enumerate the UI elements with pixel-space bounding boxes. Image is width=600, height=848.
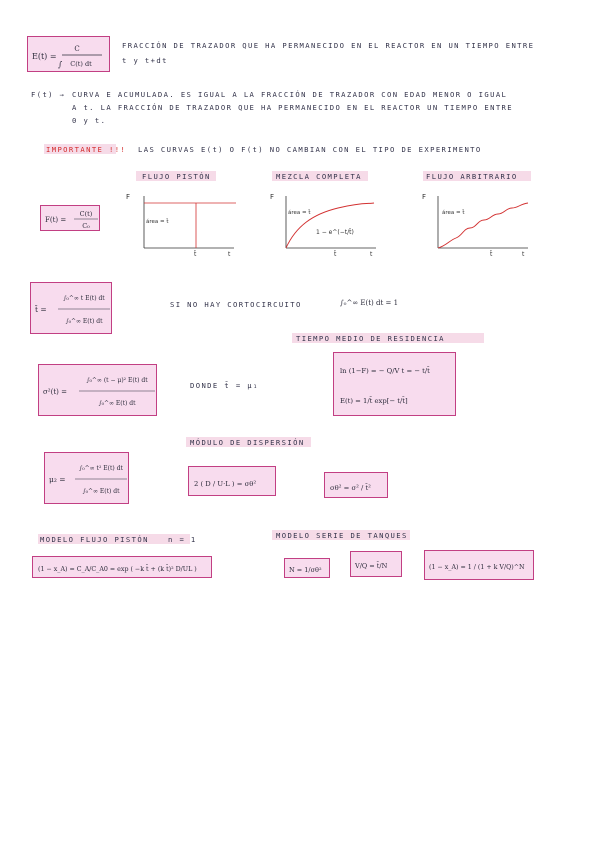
tanks-eq2 [351, 552, 403, 578]
variance-formula-den: ∫₀^∞ E(t) dt [98, 400, 136, 407]
mu2-formula-den: ∫₀^∞ E(t) dt [82, 488, 120, 495]
e-formula [28, 37, 111, 73]
dispersion-eq-a [189, 467, 277, 497]
dispersion-title: MÓDULO DE DISPERSIÓN [190, 438, 305, 447]
f-formula-box [40, 205, 100, 231]
f-definition-line1: CURVA E ACUMULADA. ES IGUAL A LA FRACCIÓN DE TRAZADOR CON EDAD MENOR O IGUAL [72, 90, 508, 99]
f-definition-line3: 0 y t. [72, 116, 107, 125]
cortocircuito-note: SI NO HAY CORTOCIRCUITO [170, 300, 302, 309]
e-formula-lhs: E(t) = [32, 52, 57, 61]
variance-formula-box [38, 364, 157, 416]
variance-formula-lhs: σ²(t) = [43, 388, 67, 396]
graph-arbitrario-area: área = t̄ [442, 210, 465, 216]
dispersion-eq-b-text: σθ² = σ² / t̄² [330, 484, 371, 492]
mu2-formula [45, 453, 130, 505]
dispersion-eq-b-box [324, 472, 388, 498]
variance-formula [39, 365, 158, 417]
svg-text:∫: ∫ [58, 60, 63, 69]
e-formula-num: C [74, 45, 80, 53]
e-formula-box [27, 36, 110, 72]
mu2-formula-box [44, 452, 129, 504]
graph-piston-x-label: t [228, 251, 231, 258]
tanks-eq1-box [284, 558, 330, 578]
piston-eq [33, 557, 213, 579]
tmedio-eq1: ln (1−F) = − Q/V t = − t/t̄ [340, 367, 430, 375]
graph-mezcla [268, 188, 388, 260]
tmedio-eqs [334, 353, 457, 417]
tanks-eq1-text: N = 1/σθ² [289, 566, 322, 574]
f-formula-lhs: F(t) = [45, 216, 67, 224]
tmean-formula-den: ∫₀^∞ E(t) dt [65, 318, 103, 325]
important-text: LAS CURVAS E(t) O F(t) NO CAMBIAN CON EL TIPO DE EXPERIMENTO [138, 145, 482, 154]
graph-arbitrario-y-label: F [422, 193, 427, 201]
e-definition-line1: FRACCIÓN DE TRAZADOR QUE HA PERMANECIDO EN EL REACTOR EN UN TIEMPO ENTRE [122, 41, 535, 50]
tanks-eq3 [425, 551, 535, 581]
graph-arbitrario [420, 188, 540, 260]
title-piston: FLUJO PISTÓN [142, 172, 211, 181]
important-label: IMPORTANTE !!! [46, 145, 127, 154]
tmedio-eq2: E(t) = 1/t̄ exp[− t/t̄] [340, 397, 408, 405]
dispersion-eq-a-box [188, 466, 276, 496]
piston-eq-text: (1 − x_A) = C_A/C_A0 = exp ( −k t̄ + (k t̄)² D/UL ) [38, 566, 197, 573]
tanks-eq1 [285, 559, 331, 579]
title-mezcla: MEZCLA COMPLETA [276, 172, 362, 181]
graph-arbitrario-x-label: t [522, 251, 525, 258]
tmean-formula-num: ∫₀^∞ t E(t) dt [63, 295, 105, 302]
graph-piston-tick: t̄ [194, 251, 197, 258]
graph-mezcla-area: área = t̄ [288, 210, 311, 216]
tmean-formula-box [30, 282, 112, 334]
graph-piston-y-label: F [126, 193, 131, 201]
mu2-formula-lhs: μ₂ = [49, 475, 66, 484]
title-arbitrario: FLUJO ARBITRARIO [426, 172, 518, 181]
tanks-eq3-text: (1 − x_A) = 1 / (1 + k V/Q)^N [429, 564, 525, 571]
tmedio-title: TIEMPO MEDIO DE RESIDENCIA [296, 334, 445, 343]
graph-mezcla-x-label: t [370, 251, 373, 258]
graph-piston [124, 188, 244, 260]
dispersion-eq-a-text: 2 ( D / U·L ) = σθ² [194, 480, 257, 488]
donde-note: DONDE t̄ = μ₁ [190, 381, 259, 390]
e-formula-den: C(t) dt [70, 60, 92, 68]
f-formula-num: C(t) [79, 210, 93, 218]
piston-eq-box [32, 556, 212, 578]
e-definition-line2: t y t+dt [122, 56, 168, 65]
tanks-eq2-box [350, 551, 402, 577]
graph-mezcla-eq: 1 − e^(−t/t̄) [316, 229, 354, 236]
piston-model-title: MODELO FLUJO PISTÓN [40, 535, 149, 544]
graph-mezcla-y-label: F [270, 193, 275, 201]
variance-formula-num: ∫₀^∞ (t − μ)² E(t) dt [86, 377, 148, 384]
tanks-eq3-box [424, 550, 534, 580]
tmean-formula [31, 283, 113, 335]
cortocircuito-eq [338, 290, 428, 314]
f-formula-den: C₀ [82, 222, 90, 230]
graph-arbitrario-tick: t̄ [490, 251, 493, 258]
f-formula [41, 206, 101, 232]
graph-piston-area: área = t̄ [146, 219, 169, 225]
cortocircuito-eq-text: ∫₀^∞ E(t) dt = 1 [340, 299, 399, 307]
mu2-formula-num: ∫₀^∞ t² E(t) dt [79, 465, 123, 472]
f-definition-line2: A t. LA FRACCIÓN DE TRAZADOR QUE HA PERMANECIDO EN EL REACTOR UN TIEMPO ENTRE [72, 103, 513, 112]
tmean-formula-lhs: t̄ = [35, 305, 47, 314]
tanks-eq2-text: V/Q = t̄/N [355, 562, 388, 570]
piston-model-n: n = 1 [168, 535, 197, 544]
graph-mezcla-tick: t̄ [334, 251, 337, 258]
f-label: F(t) → [31, 90, 66, 99]
tanks-model-title: MODELO SERIE DE TANQUES [276, 531, 408, 540]
dispersion-eq-b [325, 473, 389, 499]
tmedio-eq-box [333, 352, 456, 416]
